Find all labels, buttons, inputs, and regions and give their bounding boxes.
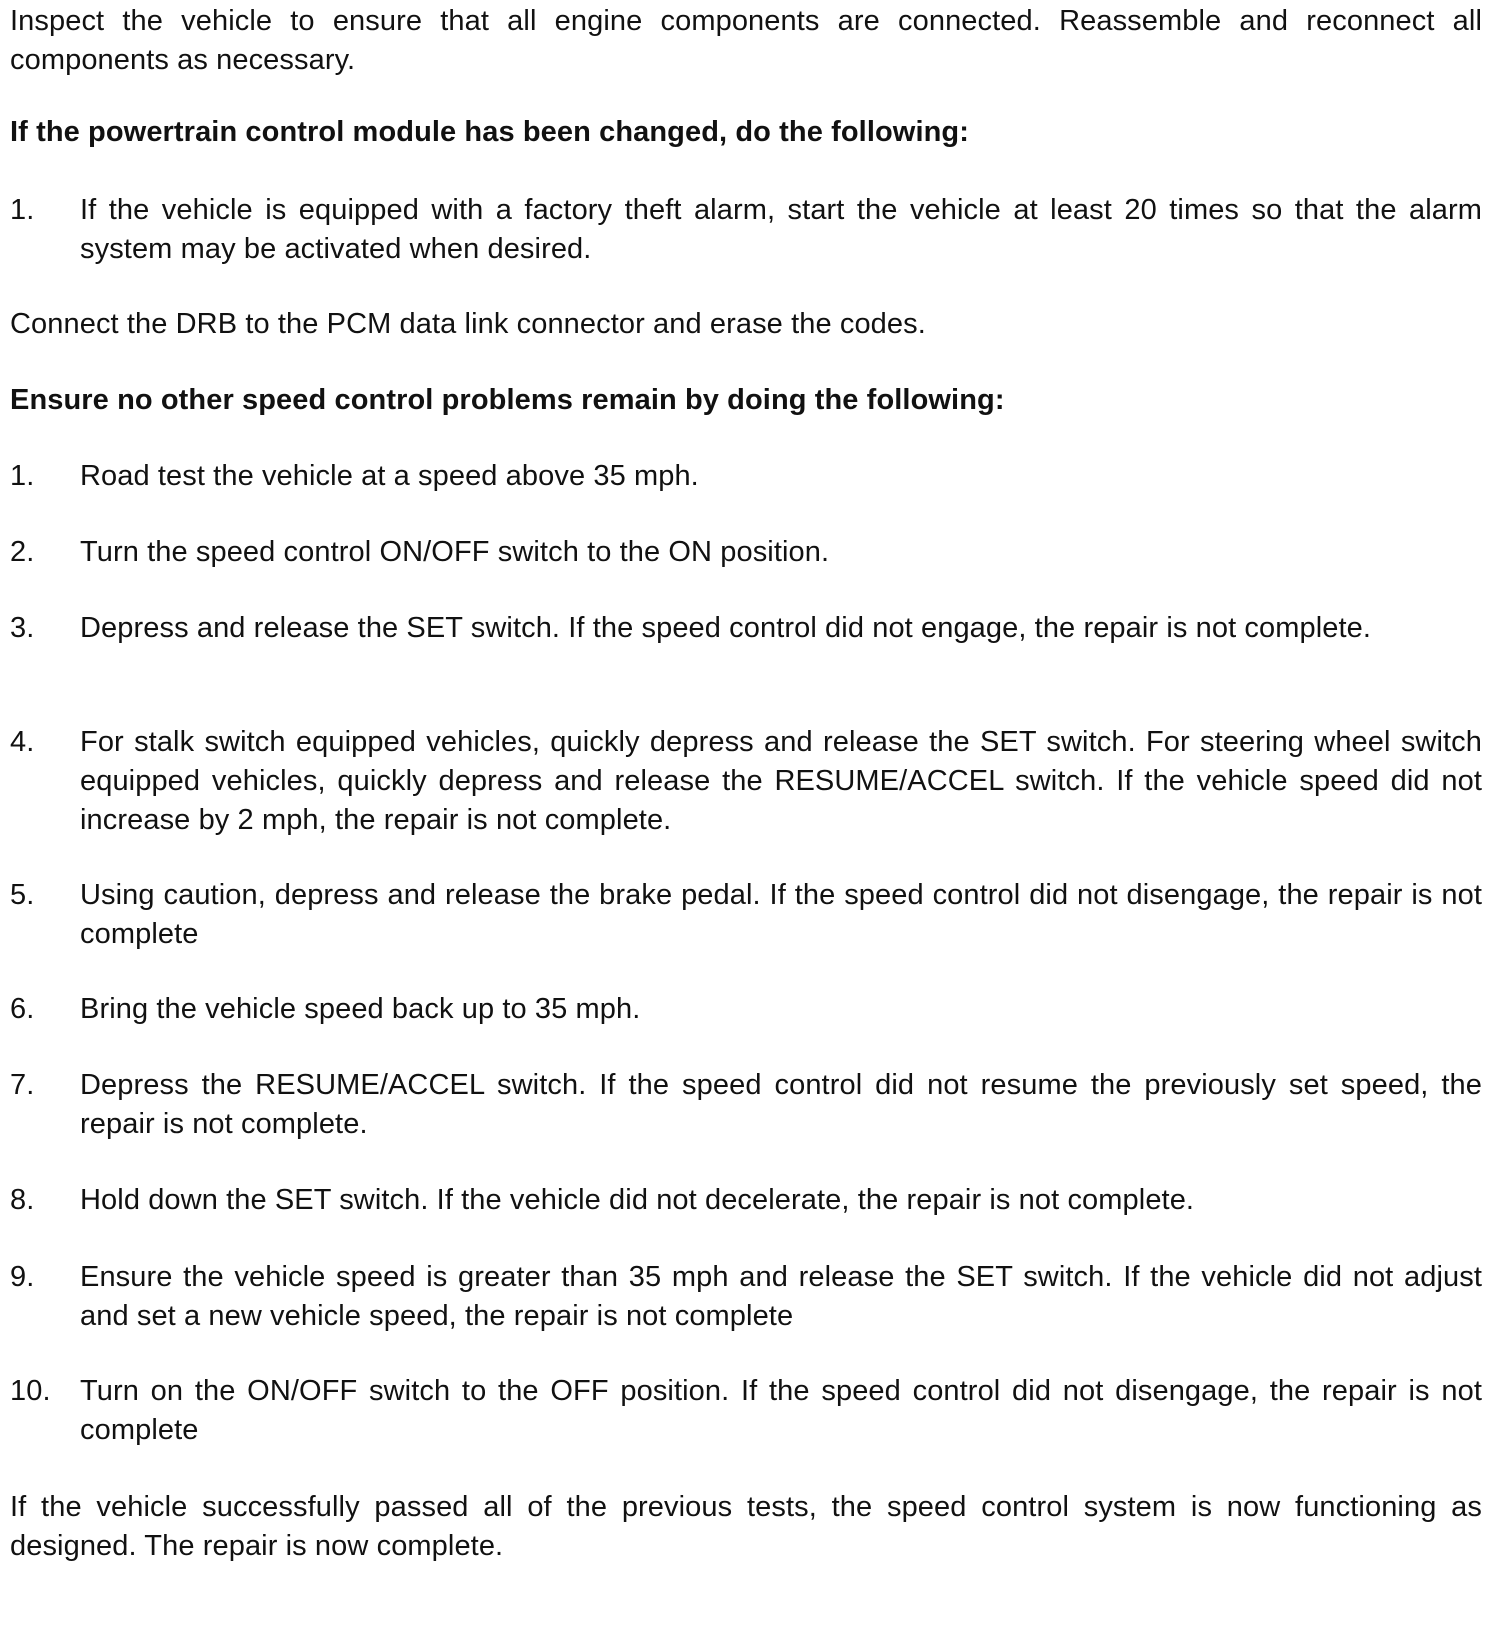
step-text: Bring the vehicle speed back up to 35 mph.: [80, 993, 641, 1025]
step-number: 4.: [10, 726, 35, 758]
step-number: 5.: [10, 879, 35, 911]
step-text: Turn the speed control ON/OFF switch to the ON position.: [80, 536, 830, 568]
verify-step-7: [10, 1066, 1482, 1144]
pcm-heading: If the powertrain control module has been changed, do the following:: [10, 116, 969, 148]
verify-step-6: [10, 990, 1482, 1029]
verify-step-9: [10, 1258, 1482, 1336]
verify-step-3: [10, 609, 1482, 648]
step-number: 2.: [10, 536, 35, 568]
pcm-step-1: [10, 191, 1482, 269]
step-number: 1.: [10, 194, 35, 226]
step-text: If the vehicle is equipped with a factory theft alarm, start the vehicle at least 20 times so that the alarm system may be activated when desired.: [80, 194, 1482, 265]
verify-heading: Ensure no other speed control problems remain by doing the following:: [10, 384, 1005, 416]
step-number: 7.: [10, 1069, 35, 1101]
verify-step-4: [10, 723, 1482, 840]
step-number: 9.: [10, 1261, 35, 1293]
step-number: 8.: [10, 1184, 35, 1216]
intro-paragraph: Inspect the vehicle to ensure that all engine components are connected. Reassemble and reconnect all components as necessary.: [10, 5, 1482, 76]
verify-step-8: [10, 1181, 1482, 1220]
step-number: 6.: [10, 993, 35, 1025]
verify-step-2: [10, 533, 1482, 572]
step-text: Ensure the vehicle speed is greater than 35 mph and release the SET switch. If the vehicle did not adjust and set a new vehicle speed, the repair is not complete: [80, 1261, 1482, 1332]
conclusion-paragraph: If the vehicle successfully passed all of the previous tests, the speed control system is now functioning as designed. The repair is now complete.: [10, 1491, 1482, 1562]
step-text: For stalk switch equipped vehicles, quickly depress and release the SET switch. For steering wheel switch equipped vehicles, quickly depress and release the RESUME/ACCEL switch. If the vehicle speed did not increase by 2 mph, the repair is not complete.: [80, 726, 1482, 836]
step-text: Depress and release the SET switch. If the speed control did not engage, the repair is not complete.: [80, 612, 1372, 644]
step-text: Road test the vehicle at a speed above 35 mph.: [80, 460, 699, 492]
step-text: Depress the RESUME/ACCEL switch. If the speed control did not resume the previously set speed, the repair is not complete.: [80, 1069, 1482, 1140]
drb-paragraph: Connect the DRB to the PCM data link connector and erase the codes.: [10, 308, 926, 340]
verify-step-10: [10, 1372, 1482, 1450]
verify-step-1: [10, 457, 1482, 496]
step-text: Using caution, depress and release the brake pedal. If the speed control did not disengage, the repair is not complete: [80, 879, 1482, 950]
step-text: Turn on the ON/OFF switch to the OFF position. If the speed control did not disengage, the repair is not complete: [80, 1375, 1482, 1446]
step-number: 10.: [10, 1375, 51, 1407]
step-text: Hold down the SET switch. If the vehicle did not decelerate, the repair is not complete.: [80, 1184, 1195, 1216]
step-number: 3.: [10, 612, 35, 644]
verify-step-5: [10, 876, 1482, 954]
step-number: 1.: [10, 460, 35, 492]
